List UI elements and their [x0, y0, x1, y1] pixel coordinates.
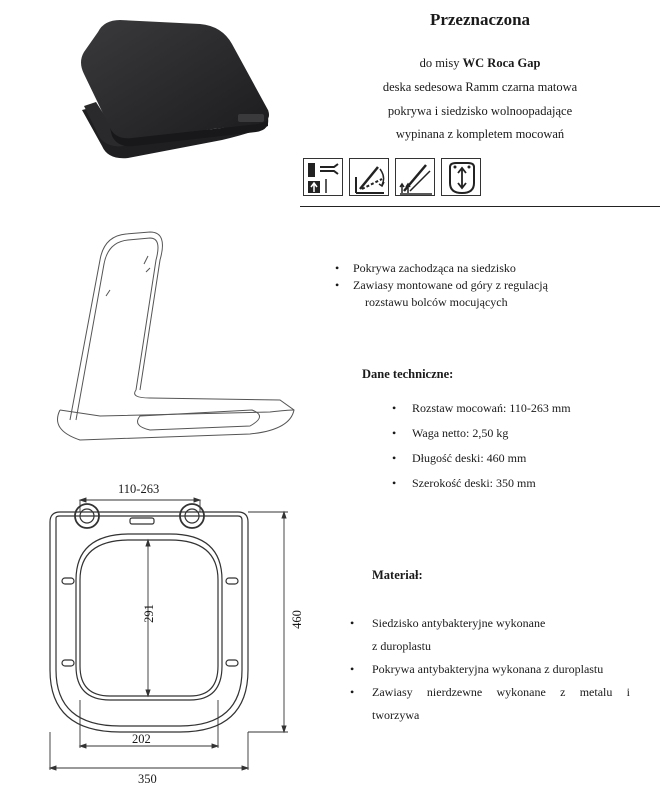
page-title: Przeznaczona [429, 10, 531, 29]
product-photo [72, 14, 292, 174]
description-line-2: deska sedesowa Ramm czarna matowa [382, 80, 578, 94]
list-item: • Pokrywa zachodząca na siedzisko [335, 260, 548, 277]
toilet-model: WC Roca Gap [462, 56, 541, 70]
seat-top-drawing [20, 470, 320, 795]
list-item: • Zawiasy montowane od góry z regulacją [335, 277, 548, 294]
dimension-spacing: 110-263 [118, 482, 160, 496]
description-prefix: do misy [419, 56, 463, 70]
list-item-text: Siedzisko antybakteryjne wykonane [372, 616, 546, 630]
list-item-continuation: rozstawu bolców mocujących [365, 295, 508, 309]
seat-side-drawing [40, 220, 300, 450]
description-line-3: pokrywa i siedzisko wolnoopadające [387, 104, 573, 118]
list-item-continuation: tworzywa [372, 708, 420, 722]
dimension-inner-length: 291 [141, 604, 156, 623]
list-item [350, 681, 630, 727]
adjustable-spacing-icon [395, 158, 435, 196]
list-item: • Rozstaw mocowań: 110-263 mm [392, 400, 571, 425]
description-line-1 [300, 56, 660, 71]
quick-release-icon [441, 158, 481, 196]
technical-heading: Dane techniczne: [362, 367, 454, 381]
material-list [350, 612, 630, 727]
list-item: • Długość deski: 460 mm [392, 450, 571, 475]
feature-icons [303, 158, 481, 196]
list-item: • Pokrywa antybakteryjna wykonana z duroplastu [350, 658, 630, 681]
material-heading: Materiał: [372, 568, 423, 582]
list-item: • Szerokość deski: 350 mm [392, 475, 571, 500]
list-item [335, 294, 548, 311]
dimension-inner-width: 202 [132, 732, 151, 746]
description-line-4: wypinana z kompletem mocowań [395, 127, 565, 141]
list-item [350, 612, 630, 658]
dimension-total-width: 350 [138, 772, 157, 786]
top-mount-icon [303, 158, 343, 196]
header-divider [300, 206, 660, 207]
feature-list [335, 260, 548, 311]
soft-close-icon [349, 158, 389, 196]
technical-list [392, 400, 571, 500]
list-item-continuation: z duroplastu [372, 639, 431, 653]
list-item: • Waga netto: 2,50 kg [392, 425, 571, 450]
list-item-text: • Zawiasy nierdzewne wykonane z metalu i [372, 685, 630, 699]
dimension-total-length: 460 [289, 610, 304, 629]
